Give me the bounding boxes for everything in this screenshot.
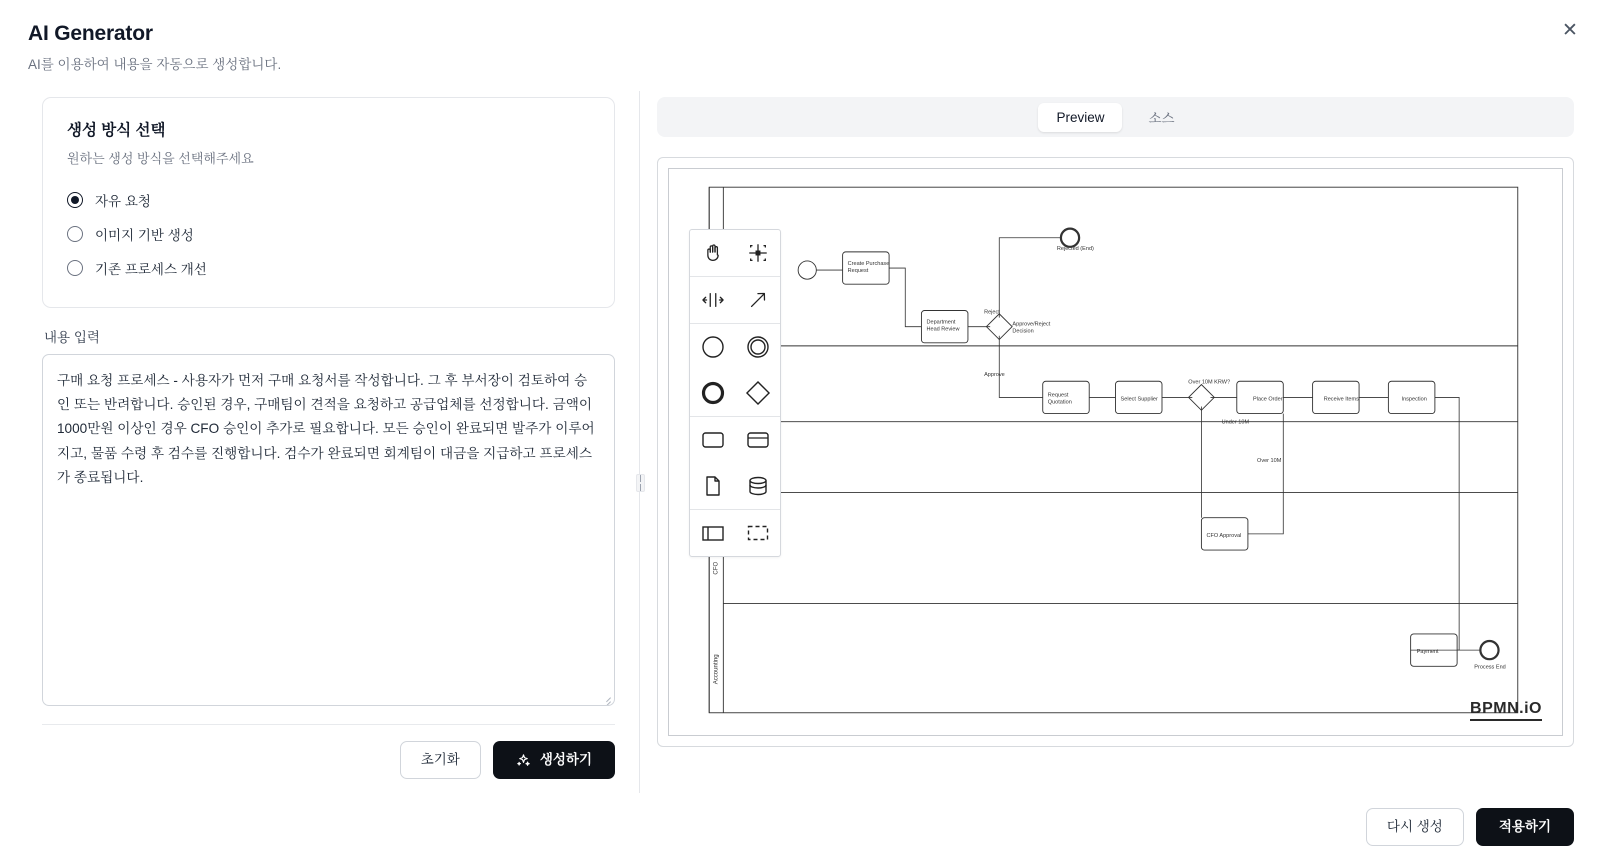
page-title: AI Generator xyxy=(28,22,153,45)
regenerate-button[interactable]: 다시 생성 xyxy=(1366,808,1464,846)
left-action-bar xyxy=(42,724,615,779)
start-event-icon xyxy=(798,261,816,279)
preview-tabs xyxy=(657,97,1574,137)
content-input[interactable] xyxy=(43,355,614,705)
svg-text:Head Review: Head Review xyxy=(926,326,960,333)
radio-option-improve-existing[interactable] xyxy=(67,251,590,285)
edge-label-reject: Reject xyxy=(984,309,1000,316)
method-select-title: 생성 방식 선택 xyxy=(67,122,166,139)
generate-button-label: 생성하기 xyxy=(539,752,592,767)
radio-option-image-based[interactable] xyxy=(67,217,590,251)
right-pane xyxy=(647,83,1602,868)
edge-label-over-10m: Over 10M KRW? xyxy=(1188,379,1231,386)
radio-option-free-request[interactable] xyxy=(67,183,590,217)
node-label-request-quotation: Request xyxy=(1047,392,1069,399)
svg-text:Request: Request xyxy=(847,268,869,275)
group-icon[interactable] xyxy=(735,510,780,556)
end-event-process-end xyxy=(1480,641,1498,659)
method-select-card xyxy=(42,97,615,308)
gateway-icon[interactable] xyxy=(735,370,780,416)
data-object-icon[interactable] xyxy=(690,463,735,509)
node-label-rejected-end: Rejected (End) xyxy=(1056,245,1094,252)
node-label-gateway-approve: Approve/Reject xyxy=(1012,321,1051,328)
data-store-icon[interactable] xyxy=(735,463,780,509)
radio-label: 자유 요청 xyxy=(95,194,151,209)
lasso-tool-icon[interactable] xyxy=(735,230,780,276)
svg-text:Quotation: Quotation xyxy=(1047,399,1072,406)
node-label-process-end: Process End xyxy=(1474,664,1506,671)
bpmn-palette xyxy=(689,229,781,557)
bpmnio-watermark: BPMN.iO xyxy=(1470,700,1542,721)
radio-label: 기존 프로세스 개선 xyxy=(95,262,207,277)
subprocess-icon[interactable] xyxy=(735,417,780,463)
close-icon[interactable]: ✕ xyxy=(1556,16,1584,44)
lane-label-accounting: Accounting xyxy=(713,654,720,685)
node-label-payment: Payment xyxy=(1416,649,1439,656)
modal-header xyxy=(0,0,1602,83)
node-label-cfo-approval: CFO Approval xyxy=(1206,532,1242,539)
task-icon[interactable] xyxy=(690,417,735,463)
radio-icon xyxy=(67,192,83,208)
space-tool-icon[interactable] xyxy=(690,277,735,323)
node-label-dept-review: Department xyxy=(926,319,956,326)
connect-tool-icon[interactable] xyxy=(735,277,780,323)
radio-icon xyxy=(67,226,83,242)
generate-button[interactable] xyxy=(493,741,615,779)
svg-text:Over 10M: Over 10M xyxy=(1257,458,1282,465)
gateway-amount xyxy=(1189,385,1215,411)
tab-preview[interactable]: Preview xyxy=(1038,103,1122,132)
pane-divider xyxy=(633,83,647,868)
participant-icon[interactable] xyxy=(690,510,735,556)
tab-source[interactable]: 소스 xyxy=(1130,100,1192,134)
radio-label: 이미지 기반 생성 xyxy=(95,228,194,243)
gateway-approve-reject xyxy=(986,314,1012,340)
node-label-create-request: Create Purchase xyxy=(847,261,890,268)
page-subtitle: AI를 이용하여 내용을 자동으로 생성합니다. xyxy=(28,57,282,72)
bpmn-diagram xyxy=(669,169,1562,735)
edge-label-approve: Approve xyxy=(984,372,1005,379)
edge-label-under-10m: Under 10M xyxy=(1221,419,1250,426)
reset-button[interactable]: 초기화 xyxy=(400,741,481,779)
intermediate-event-icon[interactable] xyxy=(735,324,780,370)
left-pane xyxy=(0,83,633,868)
divider-line xyxy=(639,91,640,793)
svg-text:Decision: Decision xyxy=(1012,328,1034,335)
preview-frame xyxy=(657,157,1574,747)
method-select-subtitle: 원하는 생성 방식을 선택해주세요 xyxy=(67,151,254,166)
node-label-select-supplier: Select Supplier xyxy=(1120,396,1158,403)
pane-resize-handle[interactable] xyxy=(636,474,645,492)
end-event-rejected xyxy=(1061,229,1079,247)
hand-tool-icon[interactable] xyxy=(690,230,735,276)
radio-icon xyxy=(67,260,83,276)
apply-button[interactable]: 적용하기 xyxy=(1476,808,1574,846)
start-event-icon[interactable] xyxy=(690,324,735,370)
content-input-wrap xyxy=(42,354,615,706)
lane-label-cfo: CFO xyxy=(713,561,720,575)
node-label-receive-items: Receive Items xyxy=(1323,396,1359,403)
modal-body xyxy=(0,83,1602,868)
content-input-label: 내용 입력 xyxy=(44,330,100,345)
end-event-icon[interactable] xyxy=(690,370,735,416)
node-label-inspection: Inspection xyxy=(1401,396,1427,403)
footer-action-bar xyxy=(1366,808,1574,846)
bpmn-canvas[interactable] xyxy=(668,168,1563,736)
node-label-place-order: Place Order xyxy=(1252,396,1283,403)
sparkle-icon xyxy=(516,753,531,768)
